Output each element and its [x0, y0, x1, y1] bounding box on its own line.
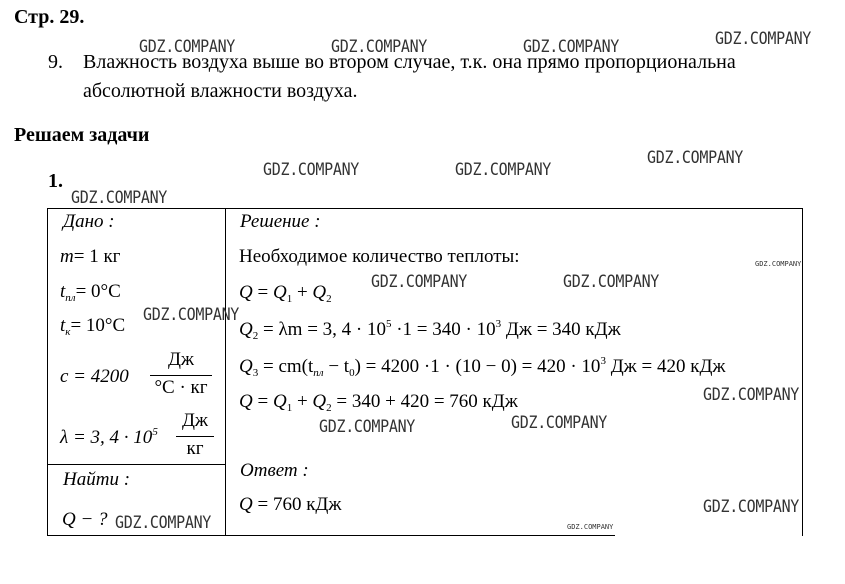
- given-final-temp-sub: к: [65, 326, 71, 338]
- watermark: GDZ.COMPANY: [567, 523, 614, 531]
- solution-intro: Необходимое количество теплоты:: [239, 246, 520, 267]
- given-final-temp-value: = 10°C: [70, 315, 126, 336]
- given-final-temp-symbol: t: [60, 315, 66, 336]
- watermark: GDZ.COMPANY: [139, 36, 236, 57]
- watermark: GDZ.COMPANY: [703, 384, 800, 405]
- fusion-heat-unit-bar: [176, 436, 214, 437]
- eq1-s2: 2: [326, 293, 332, 305]
- given-melting-temp-sub: пл: [65, 292, 76, 304]
- given-melting-temp-value: = 0°C: [75, 281, 121, 302]
- watermark: GDZ.COMPANY: [263, 159, 360, 180]
- heat-capacity-unit-bar: [150, 375, 212, 376]
- fusion-heat-unit-num: Дж: [181, 410, 209, 431]
- eq4-q2: Q: [312, 391, 327, 412]
- given-lambda-exp: 5: [152, 426, 158, 438]
- given-melting-temp: [60, 281, 121, 304]
- fusion-heat-unit: [176, 410, 214, 460]
- given-header: Дано :: [63, 211, 115, 232]
- equation-melting-heat: [239, 318, 621, 342]
- eq3-exp: 3: [600, 355, 606, 367]
- eq3-q: Q: [239, 356, 253, 377]
- eq4-s1: 1: [286, 402, 293, 414]
- page-label: Стр. 29.: [14, 6, 85, 28]
- eq3-mid: = cm(t: [258, 356, 314, 377]
- heat-capacity-unit: [150, 349, 212, 399]
- eq1-q2: Q: [312, 282, 327, 303]
- eq3-mid3: ) = 4200 ·1 · (10 − 0) = 420 · 10: [354, 356, 601, 377]
- watermark: GDZ.COMPANY: [523, 36, 620, 57]
- eq3-sub2: пл: [313, 367, 324, 379]
- eq1-plus: +: [292, 282, 313, 303]
- watermark: GDZ.COMPANY: [319, 416, 416, 437]
- watermark: GDZ.COMPANY: [703, 496, 800, 517]
- item-9-line-2: абсолютной влажности воздуха.: [83, 80, 358, 102]
- problem-number: 1.: [48, 170, 63, 192]
- watermark: GDZ.COMPANY: [715, 28, 812, 49]
- given-mass-value: = 1 кг: [73, 246, 121, 267]
- answer-header: Ответ :: [240, 460, 309, 481]
- eq2-tail: Дж = 340 кДж: [501, 319, 621, 340]
- equation-heating-heat: [239, 355, 726, 379]
- watermark: GDZ.COMPANY: [755, 260, 802, 268]
- equation-total-heat: [239, 282, 332, 305]
- given-melting-temp-symbol: t: [60, 281, 66, 302]
- eq2-exp1: 5: [385, 318, 392, 330]
- watermark: GDZ.COMPANY: [511, 412, 608, 433]
- eq4-plus: +: [292, 391, 313, 412]
- fusion-heat-unit-den: кг: [186, 438, 204, 459]
- eq2-q: Q: [239, 319, 253, 340]
- item-9-number: 9.: [48, 51, 63, 73]
- watermark: GDZ.COMPANY: [115, 512, 212, 533]
- eq3-sub3: 0: [349, 367, 355, 379]
- given-mass-symbol: m: [60, 246, 74, 267]
- eq1-q: Q: [239, 282, 253, 303]
- eq4-q1: Q: [272, 391, 287, 412]
- solution-header: Решение :: [240, 211, 321, 232]
- given-specific-heat-fusion: [60, 426, 158, 449]
- eq4-tail: = 340 + 420 = 760 кДж: [331, 391, 518, 412]
- equation-total-result: [239, 391, 518, 414]
- given-mass: [60, 246, 120, 268]
- table-left-border: [47, 208, 48, 536]
- watermark: GDZ.COMPANY: [455, 159, 552, 180]
- table-divider: [225, 208, 226, 536]
- eq4-q: Q: [239, 391, 253, 412]
- watermark: GDZ.COMPANY: [143, 304, 240, 325]
- eq1-eq: =: [252, 282, 273, 303]
- eq2-mid2: ·1 = 340 · 10: [391, 319, 496, 340]
- eq4-s2: 2: [326, 402, 332, 414]
- eq3-sub: 3: [252, 367, 259, 379]
- answer-value: [239, 494, 342, 516]
- eq2-exp2: 3: [495, 318, 502, 330]
- given-heat-capacity: c = 4200: [60, 366, 129, 387]
- eq2-sub: 2: [252, 330, 259, 342]
- item-9-line-1: Влажность воздуха выше во втором случае, т.к. она прямо пропорциональна: [83, 51, 736, 73]
- watermark: GDZ.COMPANY: [71, 187, 168, 208]
- find-header: Найти :: [63, 469, 131, 490]
- section-title: Решаем задачи: [14, 124, 150, 146]
- eq4-eq: =: [252, 391, 273, 412]
- eq1-q1: Q: [272, 282, 287, 303]
- watermark: GDZ.COMPANY: [647, 147, 744, 168]
- answer-number: = 760 кДж: [252, 494, 342, 515]
- watermark: GDZ.COMPANY: [371, 271, 468, 292]
- watermark: GDZ.COMPANY: [563, 271, 660, 292]
- eq3-mid2: − t: [323, 356, 350, 377]
- heat-capacity-unit-den: °C · кг: [154, 377, 208, 398]
- table-bottom-line: [47, 535, 615, 536]
- given-lambda-value: λ = 3, 4 · 10: [60, 427, 153, 448]
- given-final-temp: [60, 315, 125, 338]
- find-value: Q − ?: [62, 509, 108, 530]
- eq1-s1: 1: [286, 293, 293, 305]
- answer-q: Q: [239, 494, 253, 515]
- watermark: GDZ.COMPANY: [331, 36, 428, 57]
- heat-capacity-unit-num: Дж: [167, 349, 195, 370]
- given-find-separator: [47, 464, 225, 465]
- eq3-tail: Дж = 420 кДж: [605, 356, 726, 377]
- eq2-mid: = λm = 3, 4 · 10: [258, 319, 386, 340]
